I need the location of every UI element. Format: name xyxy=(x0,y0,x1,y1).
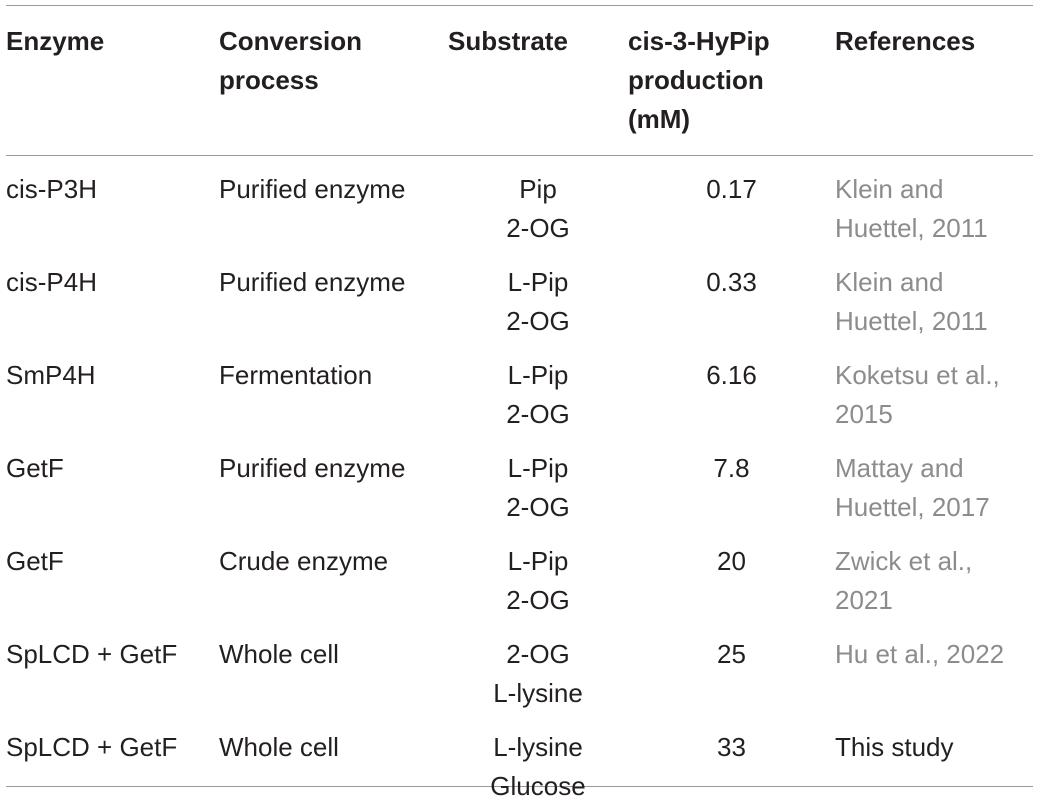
cell-reference: Klein and Huettel, 2011 xyxy=(835,174,988,243)
cell-production: 0.33 xyxy=(706,267,757,297)
cell-substrate: L-Pip 2-OG xyxy=(506,267,570,336)
table-row xyxy=(6,434,1033,527)
cell-reference: Mattay and Huettel, 2017 xyxy=(835,453,990,522)
header-conversion-process: Conversion process xyxy=(219,26,363,95)
cell-enzyme: cis-P4H xyxy=(6,267,98,297)
table-row xyxy=(6,713,1033,806)
cell-substrate: L-Pip 2-OG xyxy=(506,360,570,429)
cell-enzyme: GetF xyxy=(6,546,64,576)
cell-substrate: Pip 2-OG xyxy=(506,174,570,243)
cell-enzyme: SpLCD + GetF xyxy=(6,639,178,669)
header-references: References xyxy=(835,26,976,56)
table-row xyxy=(6,155,1033,248)
cell-conversion: Purified enzyme xyxy=(219,267,406,297)
cell-enzyme: cis-P3H xyxy=(6,174,98,204)
cell-substrate: L-Pip 2-OG xyxy=(506,546,570,615)
cell-reference: This study xyxy=(835,732,954,762)
cell-conversion: Whole cell xyxy=(219,732,339,762)
cell-conversion: Crude enzyme xyxy=(219,546,389,576)
cell-production: 20 xyxy=(717,546,746,576)
cell-substrate: 2-OG L-lysine xyxy=(493,639,583,708)
cell-conversion: Purified enzyme xyxy=(219,453,406,483)
table-row xyxy=(6,248,1033,341)
header-enzyme: Enzyme xyxy=(6,26,105,56)
cell-production: 7.8 xyxy=(713,453,750,483)
cell-reference: Koketsu et al., 2015 xyxy=(835,360,1000,429)
cell-production: 0.17 xyxy=(706,174,757,204)
cell-substrate: L-lysine Glucose xyxy=(490,732,586,801)
header-production: cis-3-HyPip production (mM) xyxy=(628,26,770,134)
cell-conversion: Fermentation xyxy=(219,360,373,390)
header-row xyxy=(6,6,1033,155)
cell-conversion: Purified enzyme xyxy=(219,174,406,204)
data-table xyxy=(6,6,1033,806)
cell-production: 25 xyxy=(717,639,746,669)
cell-enzyme: SmP4H xyxy=(6,360,96,390)
cell-substrate: L-Pip 2-OG xyxy=(506,453,570,522)
table-row xyxy=(6,341,1033,434)
cell-reference: Hu et al., 2022 xyxy=(835,639,1005,669)
cell-production: 33 xyxy=(717,732,746,762)
table-row xyxy=(6,620,1033,713)
table-row xyxy=(6,527,1033,620)
cell-reference: Zwick et al., 2021 xyxy=(835,546,973,615)
cell-conversion: Whole cell xyxy=(219,639,339,669)
cell-enzyme: GetF xyxy=(6,453,64,483)
header-substrate: Substrate xyxy=(448,26,568,56)
cell-production: 6.16 xyxy=(706,360,757,390)
cell-reference: Klein and Huettel, 2011 xyxy=(835,267,988,336)
cell-enzyme: SpLCD + GetF xyxy=(6,732,178,762)
